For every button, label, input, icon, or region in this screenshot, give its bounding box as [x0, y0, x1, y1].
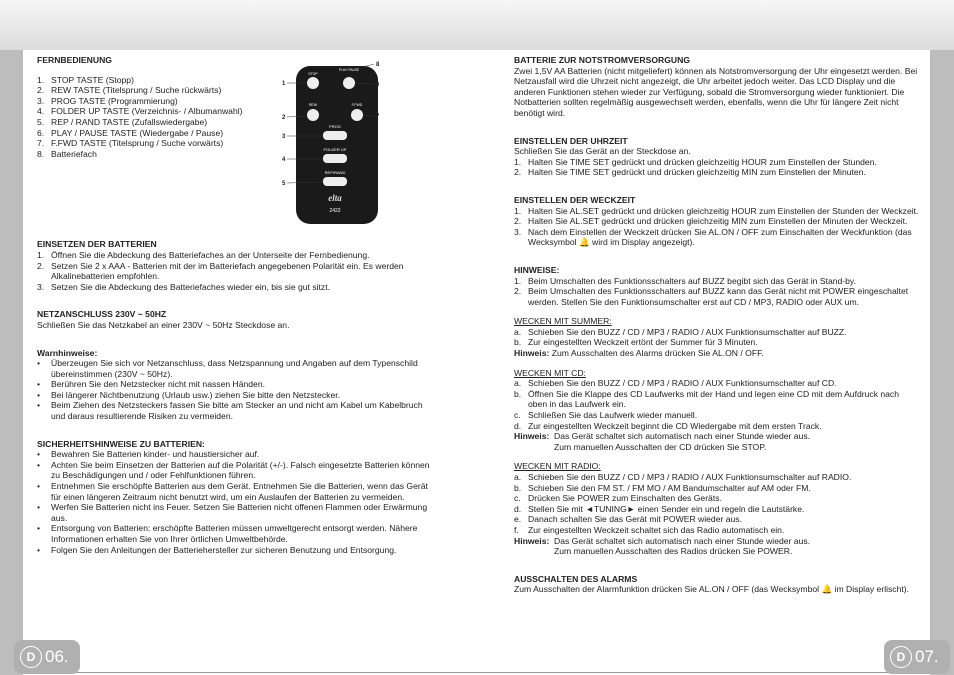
list-item: • Entnehmen Sie erschöpfte Batterien aus dem Gerät. Entnehmen Sie die Batterien, wenn das Gerät für einen längeren Zeitraum nicht benutzt wird, um ein Auslaufen der Batterien zu vermeiden.	[37, 481, 428, 502]
list-item: 4. FOLDER UP TASTE (Verzeichnis- / Albumanwahl)	[37, 106, 243, 117]
list-item: b. Schieben Sie den FM ST. / FM MO / AM Bandumschalter auf AM oder FM.	[514, 482, 811, 493]
list-item: a. Schieben Sie den BUZZ / CD / MP3 / RADIO / AUX Funktionsumschalter auf RADIO.	[514, 472, 852, 482]
label-prog: PROG	[329, 124, 341, 129]
list-item: 1. Öffnen Sie die Abdeckung des Batteriefaches an der Unterseite der Fernbedienung.	[37, 249, 370, 260]
heading-ausschalten: AUSSCHALTEN DES ALARMS	[514, 573, 638, 584]
list-item: d. Stellen Sie mit ◄TUNING► einen Sender ein und regeln die Lautstärke.	[514, 503, 805, 514]
list-item: • Entsorgung von Batterien: erschöpfte Batterien müssen umweltgerecht entsorgt werden. Nähere Informationen erhalten Sie von Ihrer örtlichen Umweltbehörde.	[37, 523, 418, 544]
list-item: • Beim Ziehen des Netzsteckers fassen Sie bitte am Stecker an und nicht am Kabel um Kabelbruch und daraus resultierende Risiken zu vermeiden.	[37, 400, 423, 422]
page-number-text: 07.	[915, 646, 939, 666]
list-item: e. Danach schalten Sie das Gerät mit POWER wieder aus.	[514, 514, 742, 525]
list-item: f. Zur eingestellten Weckzeit schaltet sich das Radio automatisch ein.	[514, 524, 785, 535]
callout-1: 1	[282, 81, 286, 87]
label-ffwd: F.FWD	[351, 103, 363, 107]
list-item: • Bei längerer Nichtbenutzung (Urlaub usw.) ziehen Sie bitte den Netzstecker.	[37, 389, 341, 400]
uhrzeit-intro: Schließen Sie das Gerät an der Steckdose an.	[514, 146, 691, 157]
buzzer-steps	[514, 327, 919, 348]
list-item: 1. Halten Sie AL.SET gedrückt und drücken gleichzeitig HOUR zum Einstellen der Stunden der Weckzeit.	[514, 205, 919, 216]
list-item: 3. PROG TASTE (Programmierung)	[37, 95, 178, 106]
list-item: 3. Nach dem Einstellen der Weckzeit drücken Sie AL.ON / OFF zum Einschalten der Weckfunktion (das Wecksymbol 🔔 wird im Display angezeigt).	[514, 226, 912, 248]
list-item: a. Schieben Sie den BUZZ / CD / MP3 / RADIO / AUX Funktionsumschalter auf BUZZ.	[514, 326, 847, 337]
list-item: 1. Halten Sie TIME SET gedrückt und drücken gleichzeitig HOUR zum Einstellen der Stunden.	[514, 156, 877, 167]
notstrom-text: Zwei 1,5V AA Batterien (nicht mitgeliefert) können als Notstromversorgung der Uhr eingesetzt werden. Bei Netzausfall wird die Uhrzeit nicht angezeigt, die Uhr arbeitet jedoch weiter. Das LCD Display und die anderen Funktionen stehen wieder zur Verfügung, sobald die Stromversorgung wieder funktioniert. Die Notbatterien sollten regelmäßig ausgewechselt werden, ebenfalls, wenn die Uhr für längere Zeit nicht benötigt wird.	[514, 65, 918, 118]
list-item: 5. REP / RAND TASTE (Zufallswiedergabe)	[37, 116, 208, 127]
list-item: d. Zur eingestellten Weckzeit beginnt die CD Wiedergabe mit dem ersten Track.	[514, 420, 822, 431]
heading-sicherheitshinweise: SICHERHEITSHINWEISE ZU BATTERIEN:	[37, 438, 205, 449]
list-item: 2. Setzen Sie 2 x AAA - Batterien mit der im Batteriefach angegebenen Polarität ein. Es werden Alkalinebatterien empfohlen.	[37, 260, 404, 282]
bottom-rule	[23, 672, 930, 673]
label-folder: FOLDER UP	[323, 147, 347, 152]
list-item: • Werfen Sie Batterien nicht ins Feuer. Setzen Sie Batterien nicht offenen Flammen oder Erwärmung aus.	[37, 502, 428, 523]
right-column	[514, 47, 919, 595]
radio-note: Hinweis: Das Gerät schaltet sich automatisch nach einer Stunde wieder aus. Zum manuellen Ausschalten des Radios drücken Sie POWER.	[514, 535, 811, 557]
right-margin-bar	[930, 50, 954, 675]
netz-text: Schließen Sie das Netzkabel an einer 230V ~ 50Hz Steckdose an.	[37, 319, 290, 330]
list-item: c. Drücken Sie POWER zum Einschalten des Geräts.	[514, 493, 722, 504]
cd-steps	[514, 378, 919, 431]
callout-5: 5	[282, 181, 286, 187]
ausschalten-text: Zum Ausschalten der Alarmfunktion drücken Sie AL.ON / OFF (das Wecksymbol 🔔 im Display erlischt).	[514, 584, 910, 595]
heading-weckzeit: EINSTELLEN DER WECKZEIT	[514, 194, 636, 205]
heading-hinweise: HINWEISE:	[514, 264, 560, 275]
time-steps	[514, 157, 919, 178]
remote-button-list	[37, 75, 437, 160]
callout-3: 3	[282, 134, 286, 140]
callout-6: 6	[376, 82, 380, 88]
label-stop: STOP	[308, 72, 318, 76]
page-number-text: 06.	[45, 646, 69, 666]
label-play: PLAY/ PAUSE	[338, 68, 360, 72]
heading-notstrom: BATTERIE ZUR NOTSTROMVERSORGUNG	[514, 55, 691, 65]
list-item: 2. Halten Sie TIME SET gedrückt und drücken gleichzeitig MIN zum Einstellen der Minuten.	[514, 167, 866, 178]
list-item: a. Schieben Sie den BUZZ / CD / MP3 / RADIO / AUX Funktionsumschalter auf CD.	[514, 378, 837, 389]
heading-summer: WECKEN MIT SUMMER:	[514, 316, 612, 327]
list-item: 2. Halten Sie AL.SET gedrückt und drücken gleichzeitig MIN zum Einstellen der Minuten der Weckzeit.	[514, 216, 908, 227]
notes-list	[514, 276, 919, 308]
bell-icon: 🔔	[578, 237, 590, 248]
list-item: 1. Beim Umschalten des Funktionsschalters auf BUZZ begibt sich das Gerät in Stand-by.	[514, 275, 856, 286]
warning-list	[37, 358, 437, 422]
list-item: • Folgen Sie den Anleitungen der Batteriehersteller zur sicheren Benutzung und Entsorgung.	[37, 544, 397, 555]
list-item: 6. PLAY / PAUSE TASTE (Wiedergabe / Pause)	[37, 127, 224, 138]
list-item: 1. STOP TASTE (Stopp)	[37, 74, 134, 85]
language-badge: D	[890, 646, 912, 668]
list-item: • Achten Sie beim Einsetzen der Batterien auf die Polarität (+/-). Falsch eingesetzte Batterien können zu Beschädigungen und / oder Fehlfunktionen führen.	[37, 459, 430, 481]
list-item: • Bewahren Sie Batterien kinder- und haustiersicher auf.	[37, 449, 260, 460]
list-item: 7. F.FWD TASTE (Titelsprung / Suche vorwärts)	[37, 138, 224, 149]
callout-7: 7	[376, 114, 380, 120]
brand-logo: elta	[328, 193, 342, 203]
summer-note: Hinweis: Zum Ausschalten des Alarms drücken Sie AL.ON / OFF.	[514, 348, 764, 359]
list-item: c. Schließen Sie das Laufwerk wieder manuell.	[514, 410, 698, 421]
page-number-left	[14, 640, 80, 674]
list-item: 2. REW TASTE (Titelsprung / Suche rückwärts)	[37, 85, 222, 96]
heading-radio: WECKEN MIT RADIO:	[514, 461, 601, 472]
safety-list	[37, 449, 437, 555]
cd-note: Hinweis: Das Gerät schaltet sich automatisch nach einer Stunde wieder aus. Zum manuellen Ausschalten der CD drücken Sie STOP.	[514, 431, 811, 452]
heading-uhrzeit: EINSTELLEN DER UHRZEIT	[514, 135, 628, 146]
heading-warnhinweise: Warnhinweise:	[37, 347, 98, 358]
heading-batterien: EINSETZEN DER BATTERIEN	[37, 239, 157, 250]
alarm-steps	[514, 206, 919, 248]
radio-steps	[514, 472, 919, 536]
list-item: b. Öffnen Sie die Klappe des CD Laufwerks mit der Hand und legen eine CD mit dem Aufdruck nach oben in das Laufwerk ein.	[514, 388, 900, 410]
list-item: 2. Beim Umschalten des Funktionsschalters auf BUZZ kann das Gerät nicht mit POWER eingeschaltet werden. Stellen Sie den Funktionsumschalter erst auf CD / MP3, RADIO oder AUX um.	[514, 286, 909, 307]
label-rew: REW	[308, 103, 318, 107]
model-number: 2422	[329, 208, 341, 214]
list-item: b. Zur eingestellten Weckzeit ertönt der Summer für 3 Minuten.	[514, 337, 758, 348]
callout-8: 8	[376, 62, 380, 68]
heading-cd: WECKEN MIT CD:	[514, 367, 586, 378]
callout-4: 4	[282, 157, 286, 163]
list-item: • Überzeugen Sie sich vor Netzanschluss, dass Netzspannung und Angaben auf dem Typenschild übereinstimmen (230V ~ 50Hz).	[37, 358, 418, 379]
page-number-right	[884, 640, 950, 674]
language-badge: D	[20, 646, 42, 668]
label-rep: REP/RAND	[324, 170, 346, 175]
callout-2: 2	[282, 115, 286, 121]
list-item: 8. Batteriefach	[37, 148, 97, 159]
bell-icon: 🔔	[821, 584, 833, 595]
heading-netzanschluss: NETZANSCHLUSS 230V ~ 50HZ	[37, 309, 167, 320]
list-item: • Berühren Sie den Netzstecker nicht mit nassen Händen.	[37, 379, 266, 390]
heading-fernbedienung: FERNBEDIENUNG	[37, 55, 112, 65]
list-item: 3. Setzen Sie die Abdeckung des Batteriefaches wieder ein, bis sie gut sitzt.	[37, 281, 330, 292]
left-column	[37, 47, 437, 555]
left-margin-bar	[0, 50, 23, 675]
battery-steps	[37, 250, 437, 292]
header-band	[0, 0, 954, 50]
